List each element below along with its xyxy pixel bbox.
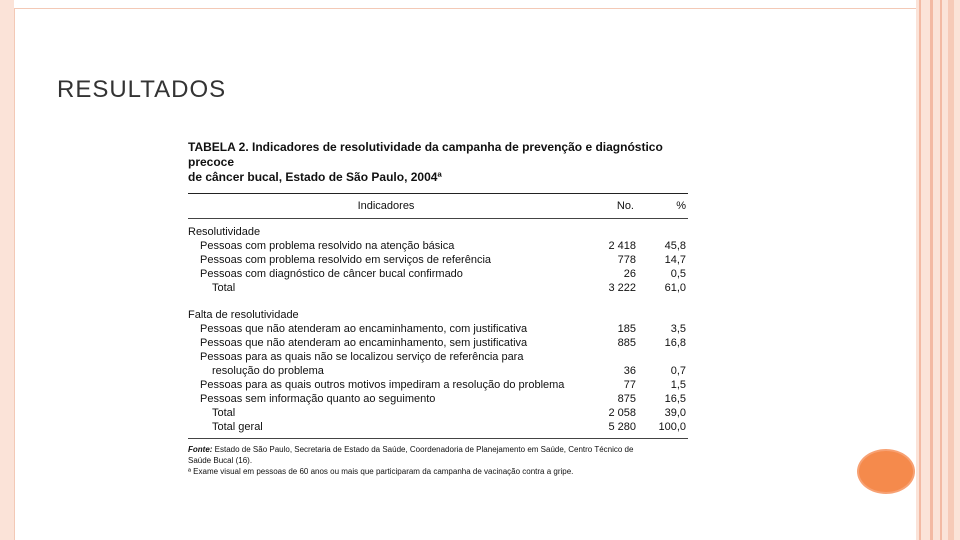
decorative-stripe [940,0,942,540]
source-label: Fonte: [188,445,213,454]
table-header-row [188,194,688,218]
table-row [188,267,688,281]
row-no: 2 418 [608,240,636,252]
row-pct: 3,5 [670,323,686,335]
row-pct: 14,7 [664,254,686,266]
decorative-stripe [930,0,933,540]
table-row [188,322,688,336]
slide-title: RESULTADOS [57,76,227,103]
row-no: 2 058 [608,407,636,419]
row-pct: 1,5 [670,379,686,391]
row-label: Pessoas sem informação quanto ao seguimento [200,393,436,405]
row-pct: 45,8 [664,240,686,252]
table-row [188,239,688,253]
source-line [188,444,688,455]
table-row [188,350,688,364]
header-no: No. [616,200,634,212]
table-caption [188,140,688,185]
row-label: Pessoas com problema resolvido na atenção básica [200,240,455,252]
footnote: ª Exame visual em pessoas de 60 anos ou mais que participaram da campanha de vacinação contra a gripe. [188,467,574,476]
row-no: 77 [623,379,636,391]
row-no: 36 [623,365,636,377]
row-pct: 16,8 [664,337,686,349]
caption-line-2: de câncer bucal, Estado de São Paulo, 2004ª [188,170,442,184]
row-label: Pessoas com problema resolvido em serviços de referência [200,254,492,266]
row-no: 3 222 [608,282,636,294]
row-pct: 16,5 [664,393,686,405]
row-label: Pessoas para as quais não se localizou serviço de referência para [200,351,524,363]
header-indicadores: Indicadores [357,200,415,212]
row-no: 778 [617,254,636,266]
table-row [188,253,688,267]
row-pct [636,350,688,364]
row-no [586,350,636,364]
source-text: Estado de São Paulo, Secretaria de Estado da Saúde, Coordenadoria de Planejamento em Saúde, Centro Técnico de [212,445,634,454]
header-pct: % [676,200,686,212]
results-table [188,140,688,477]
row-label: Pessoas com diagnóstico de câncer bucal confirmado [200,268,463,280]
section-title [188,225,688,239]
source-line-2: Saúde Bucal (16). [188,456,253,465]
table-footer [188,444,688,477]
row-label: Pessoas que não atenderam ao encaminhamento, sem justificativa [200,337,528,349]
row-label: Pessoas que não atenderam ao encaminhamento, com justificativa [200,323,528,335]
row-no: 875 [617,393,636,405]
row-label: resolução do problema [212,365,324,377]
decorative-stripe [919,0,921,540]
row-no: 5 280 [608,421,636,433]
row-pct: 100,0 [658,421,686,433]
row-no: 885 [617,337,636,349]
row-pct: 61,0 [664,282,686,294]
table-row [188,364,688,378]
section-title-label: Falta de resolutividade [188,309,299,321]
row-label: Total [212,407,236,419]
row-pct: 39,0 [664,407,686,419]
table-body [188,219,688,438]
table-row [188,336,688,350]
table-row-total [188,406,688,420]
row-pct: 0,7 [670,365,686,377]
row-label: Pessoas para as quais outros motivos impediram a resolução do problema [200,379,565,391]
table-row-total [188,281,688,295]
table-row [188,392,688,406]
top-frame-border [14,0,920,9]
row-no: 185 [617,323,636,335]
table-bottom-rule [188,438,688,439]
table-row [188,378,688,392]
row-no: 26 [623,268,636,280]
row-label: Total geral [212,421,263,433]
decorative-stripe [948,0,954,540]
row-label: Total [212,282,236,294]
row-pct: 0,5 [670,268,686,280]
left-frame-border [0,0,15,540]
table-row-grand-total [188,420,688,434]
decorative-circle [857,449,915,494]
caption-line-1: TABELA 2. Indicadores de resolutividade da campanha de prevenção e diagnóstico precoce [188,140,663,169]
section-title [188,308,688,322]
section-title-label: Resolutividade [188,226,261,238]
